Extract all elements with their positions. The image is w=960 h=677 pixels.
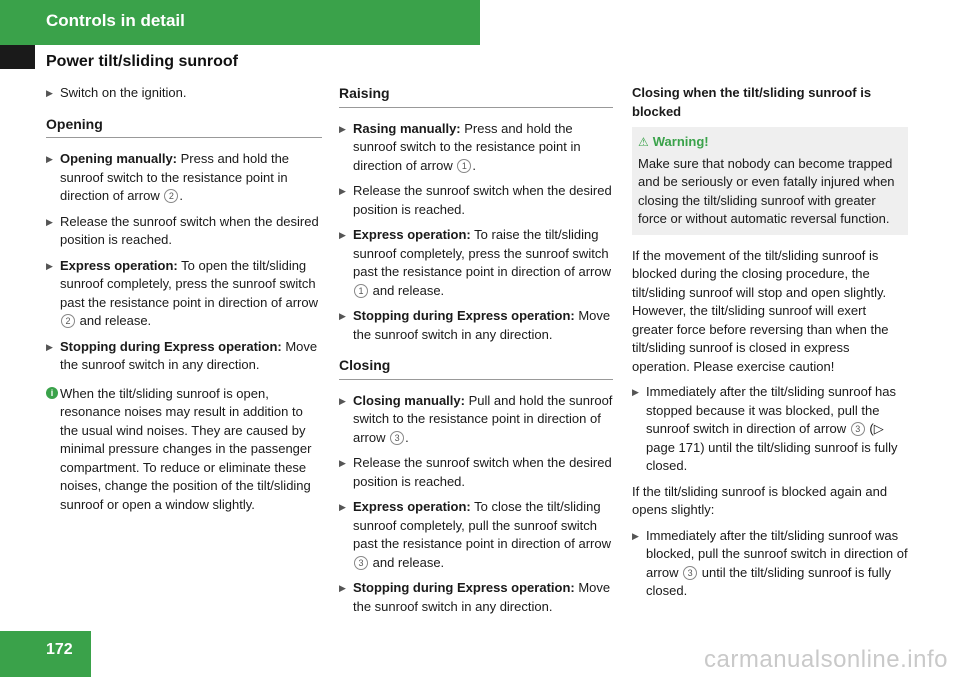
- step-arrow-icon: ▶: [339, 311, 346, 321]
- step-pull-switch-again: ▶ Immediately after the tilt/sliding sunroof was blocked, pull the sunroof switch in direction of arrow 3 until the tilt/sliding sunroof is fully closed.: [632, 527, 908, 598]
- column-1: [46, 84, 322, 514]
- page-number: 172: [46, 641, 73, 658]
- warning-box: [632, 127, 908, 235]
- header-corner-mark: [0, 45, 35, 69]
- chapter-header: [0, 0, 480, 45]
- step-release-switch: ▶ Release the sunroof switch when the desired position is reached.: [339, 455, 612, 489]
- step-arrow-icon: ▶: [46, 216, 53, 227]
- column-3: [632, 84, 908, 608]
- step-arrow-icon: ▶: [339, 502, 346, 512]
- page-number-tab: [0, 631, 91, 677]
- step-arrow-icon: ▶: [46, 341, 53, 352]
- step-release-switch: ▶ Release the sunroof switch when the desired position is reached.: [46, 213, 319, 247]
- step-express-close: ▶ Express operation: To close the tilt/sliding sunroof completely, pull the sunroof switch past the resistance point in direction of arrow 3 and release.: [339, 499, 611, 570]
- step-stopping-express: ▶ Stopping during Express operation: Move the sunroof switch in any direction.: [46, 338, 318, 372]
- info-icon: i: [46, 387, 58, 399]
- warning-title: Warning!: [652, 134, 709, 149]
- step-opening-manually: ▶ Opening manually: Press and hold the sunroof switch to the resistance point in direction of arrow 2 .: [46, 151, 290, 203]
- arrow-number-badge: 1: [457, 159, 471, 173]
- step-arrow-icon: ▶: [632, 387, 639, 397]
- page-subtitle: Power tilt/sliding sunroof: [46, 53, 238, 70]
- paragraph-blocked-again: If the tilt/sliding sunroof is blocked again and opens slightly:: [632, 483, 888, 517]
- step-raising-manually: ▶ Rasing manually: Press and hold the sunroof switch to the resistance point in direction of arrow 1 .: [339, 120, 581, 173]
- arrow-number-badge: 2: [61, 314, 75, 328]
- step-pull-switch-after-block: ▶ Immediately after the tilt/sliding sunroof has stopped because it was blocked, pull the sunroof switch in direction of arrow 3 (▷ page 171) until the tilt/sliding sunroof is fully closed.: [632, 384, 898, 473]
- step-closing-manually: ▶ Closing manually: Pull and hold the sunroof switch to the resistance point in direction of arrow 3 .: [339, 392, 613, 445]
- chapter-title: Controls in detail: [46, 11, 185, 30]
- step-stopping-express: ▶ Stopping during Express operation: Move the sunroof switch in any direction.: [339, 580, 611, 614]
- step-arrow-icon: ▶: [46, 88, 53, 98]
- arrow-number-badge: 3: [390, 431, 404, 445]
- section-heading-blocked: Closing when the tilt/sliding sunroof is blocked: [632, 85, 872, 119]
- info-note: i When the tilt/sliding sunroof is open, resonance noises may result in addition to the usual wind noises. They are caused by minimal pressure changes in the passenger compartment. To reduce or eliminate these noises, change the position of the tilt/sliding sunroof or open a window slightly.: [46, 385, 322, 515]
- step-switch-ignition: ▶ Switch on the ignition.: [46, 84, 322, 103]
- paragraph-blocked: If the movement of the tilt/sliding sunroof is blocked during the closing procedure, the tilt/sliding sunroof will stop and open slightly. However, the tilt/sliding sunroof will exert greater force before reversing than when the tilt/sliding sunroof is closed in express operation. Please exercise caution!: [632, 247, 889, 374]
- step-express-raise: ▶ Express operation: To raise the tilt/sliding sunroof completely, press the sunroof switch past the resistance point in direction of arrow 1 and release.: [339, 227, 611, 298]
- arrow-number-badge: 2: [164, 189, 178, 203]
- step-arrow-icon: ▶: [339, 583, 346, 593]
- arrow-number-badge: 1: [354, 284, 368, 298]
- step-arrow-icon: ▶: [339, 230, 346, 240]
- arrow-number-badge: 3: [851, 422, 865, 436]
- step-release-switch: ▶ Release the sunroof switch when the desired position is reached.: [339, 183, 612, 217]
- step-stopping-express: ▶ Stopping during Express operation: Move the sunroof switch in any direction.: [339, 308, 611, 342]
- step-arrow-icon: ▶: [339, 395, 346, 406]
- section-heading-opening: Opening: [46, 115, 322, 139]
- step-arrow-icon: ▶: [46, 154, 53, 164]
- step-arrow-icon: ▶: [339, 458, 346, 468]
- section-heading-raising: Raising: [339, 84, 613, 108]
- warning-triangle-icon: ⚠: [638, 135, 649, 149]
- watermark: carmanualsonline.info: [704, 646, 948, 673]
- warning-text: Make sure that nobody can become trapped and be seriously or even fatally injured when closing the tilt/sliding sunroof with greater force or without automatic reversal function.: [638, 155, 895, 226]
- section-heading-closing: Closing: [339, 356, 613, 380]
- step-arrow-icon: ▶: [632, 530, 639, 541]
- step-arrow-icon: ▶: [339, 186, 346, 196]
- step-express-open: ▶ Express operation: To open the tilt/sliding sunroof completely, press the sunroof switch past the resistance point in direction of arrow 2 and release.: [46, 257, 318, 328]
- arrow-number-badge: 3: [354, 556, 368, 570]
- arrow-number-badge: 3: [683, 566, 697, 580]
- step-arrow-icon: ▶: [46, 260, 53, 271]
- step-arrow-icon: ▶: [339, 123, 346, 134]
- column-2: [339, 84, 613, 623]
